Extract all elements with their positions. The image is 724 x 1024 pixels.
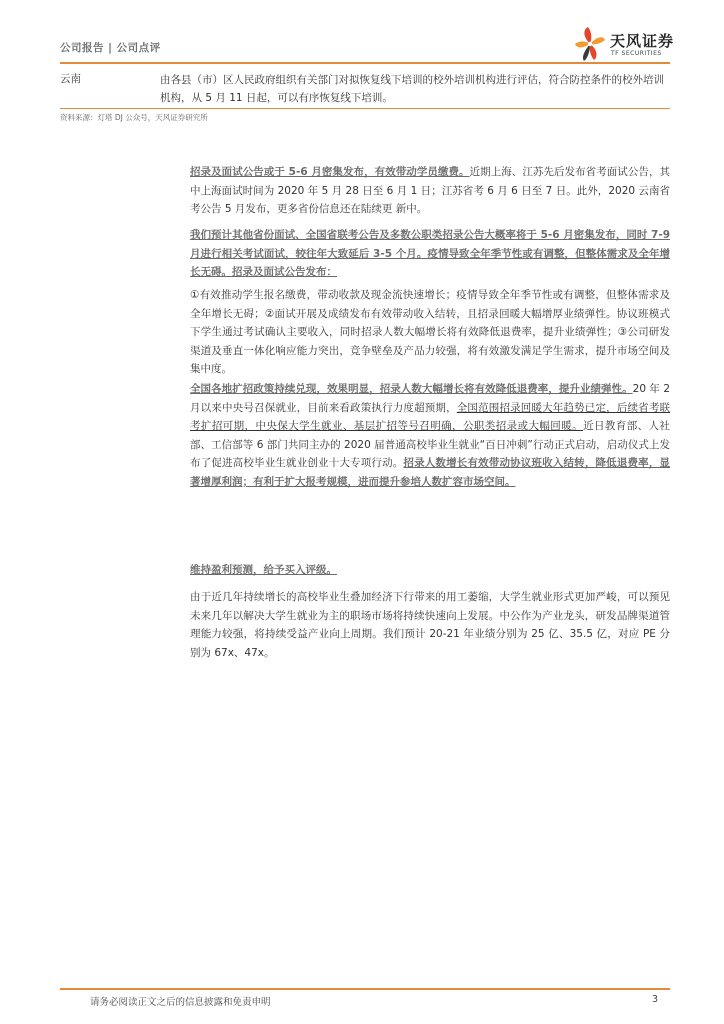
flower-logo-icon — [572, 24, 608, 64]
page-number: 3 — [652, 994, 659, 1005]
paragraph-expansion-policy — [190, 380, 670, 491]
table-row — [60, 66, 670, 108]
description-line: 机构，从 5 月 11 日起，可以有序恢复线下培训。 — [160, 92, 393, 104]
paragraph-underlined: 全国范围招录回暖大年趋势已定，后续省考联考扩招可期，中央保大学生就业、基层扩招等号召明确，公职类招录或大幅回暖。 — [190, 401, 671, 432]
description-line: 由各县（市）区人民政府组织有关部门对拟恢复线下培训的校外培训机构进行评估，符合防控条件的校外培训 — [160, 74, 664, 86]
table-bottom-divider — [60, 108, 670, 109]
paragraph-rating: 维持盈利预测，给予买入评级。 — [190, 564, 337, 576]
paragraph-body: 近期上海、江苏先后发布省考面试公告，其中上海面试时间为 2020 年 5 月 28 日至 6 月 1 日；江苏省考 6 月 6 日至 7 日。此外，2020 云南省考公告 5 月发布，更多省份信息还在陆续更 新中。 — [190, 166, 671, 215]
paragraph-exam-announcements — [190, 163, 670, 219]
logo-chinese-text: 天风证券 — [610, 32, 675, 50]
header-divider — [60, 62, 670, 64]
paragraph-forecast: 我们预计其他省份面试、全国省联考公告及多数公职类招录公告大概率将于 5-6 月密集发布，同时 7-9 月进行相关考试面试，较往年大致延后 3-5 个月。疫情导致全年季节性或有调整，但整体需求及全年增长无碍。招录及面试公告发布： — [190, 229, 670, 278]
paragraph-lead: 招录及面试公告或于 5-6 月密集发布，有效带动学员缴费。 — [190, 166, 470, 178]
table-cell-province: 云南 — [60, 73, 81, 85]
disclaimer-note: 请务必阅读正文之后的信息披露和免责申明 — [90, 997, 271, 1008]
paragraph-conclusion: 招录人数增长有效带动协议班收入结转，降低退费率，显著增厚利润；有利于扩大报考规模，进而提升参培人数扩容市场空间。 — [190, 457, 671, 488]
paragraph-body: 20 年 2 月以来中央号召保就业，目前来看政策执行力度超预期， — [190, 383, 671, 414]
footer-divider — [60, 988, 670, 990]
logo-english-text: TF SECURITIES — [611, 50, 662, 57]
company-logo — [572, 24, 682, 64]
paragraph-impact-points: ①有效推动学生报名缴费，带动收款及现金流快速增长；疫情导致全年季节性或有调整，但整体需求及全年增长无碍；②面试开展及成绩发布有效带动收入结转，且招录回暖大幅增厚业绩弹性。协议班模式下学生通过考试确认主要收入，同时招录人数大幅增长将有效降低退费率，提升业绩弹性；③公司研发渠道及垂直一体化响应能力突出，竞争壁垒及产品力较强，将有效激发满足学生需求，提升市场空间及集中度。 — [190, 289, 670, 375]
report-type-label: 公司报告 | 公司点评 — [60, 42, 161, 54]
paragraph-body: 近日教育部、人社部、工信部等 6 部门共同主办的 2020 届普通高校毕业生就业“百日冲刺”行动正式启动，启动仪式上发布了促进高校毕业生就业创业十大专项行动。 — [190, 420, 671, 469]
source-note: 资料来源：灯塔 DJ 公众号，天风证券研究所 — [60, 113, 208, 122]
table-cell-description — [160, 71, 670, 107]
paragraph-lead: 全国各地扩招政策持续兑现，效果明显，招录人数大幅增长将有效降低退费率，提升业绩弹性。 — [190, 383, 633, 395]
paragraph-earnings-forecast: 由于近几年持续增长的高校毕业生叠加经济下行带来的用工萎缩，大学生就业形式更加严峻，可以预见未来几年以解决大学生就业为主的职场市场将持续快速向上发展。中公作为产业龙头，研发品牌渠道管理能力较强，将持续受益产业向上周期。我们预计 20-21 年业绩分别为 25 亿、35.5 亿，对应 PE 分别为 67x、47x。 — [190, 591, 670, 659]
